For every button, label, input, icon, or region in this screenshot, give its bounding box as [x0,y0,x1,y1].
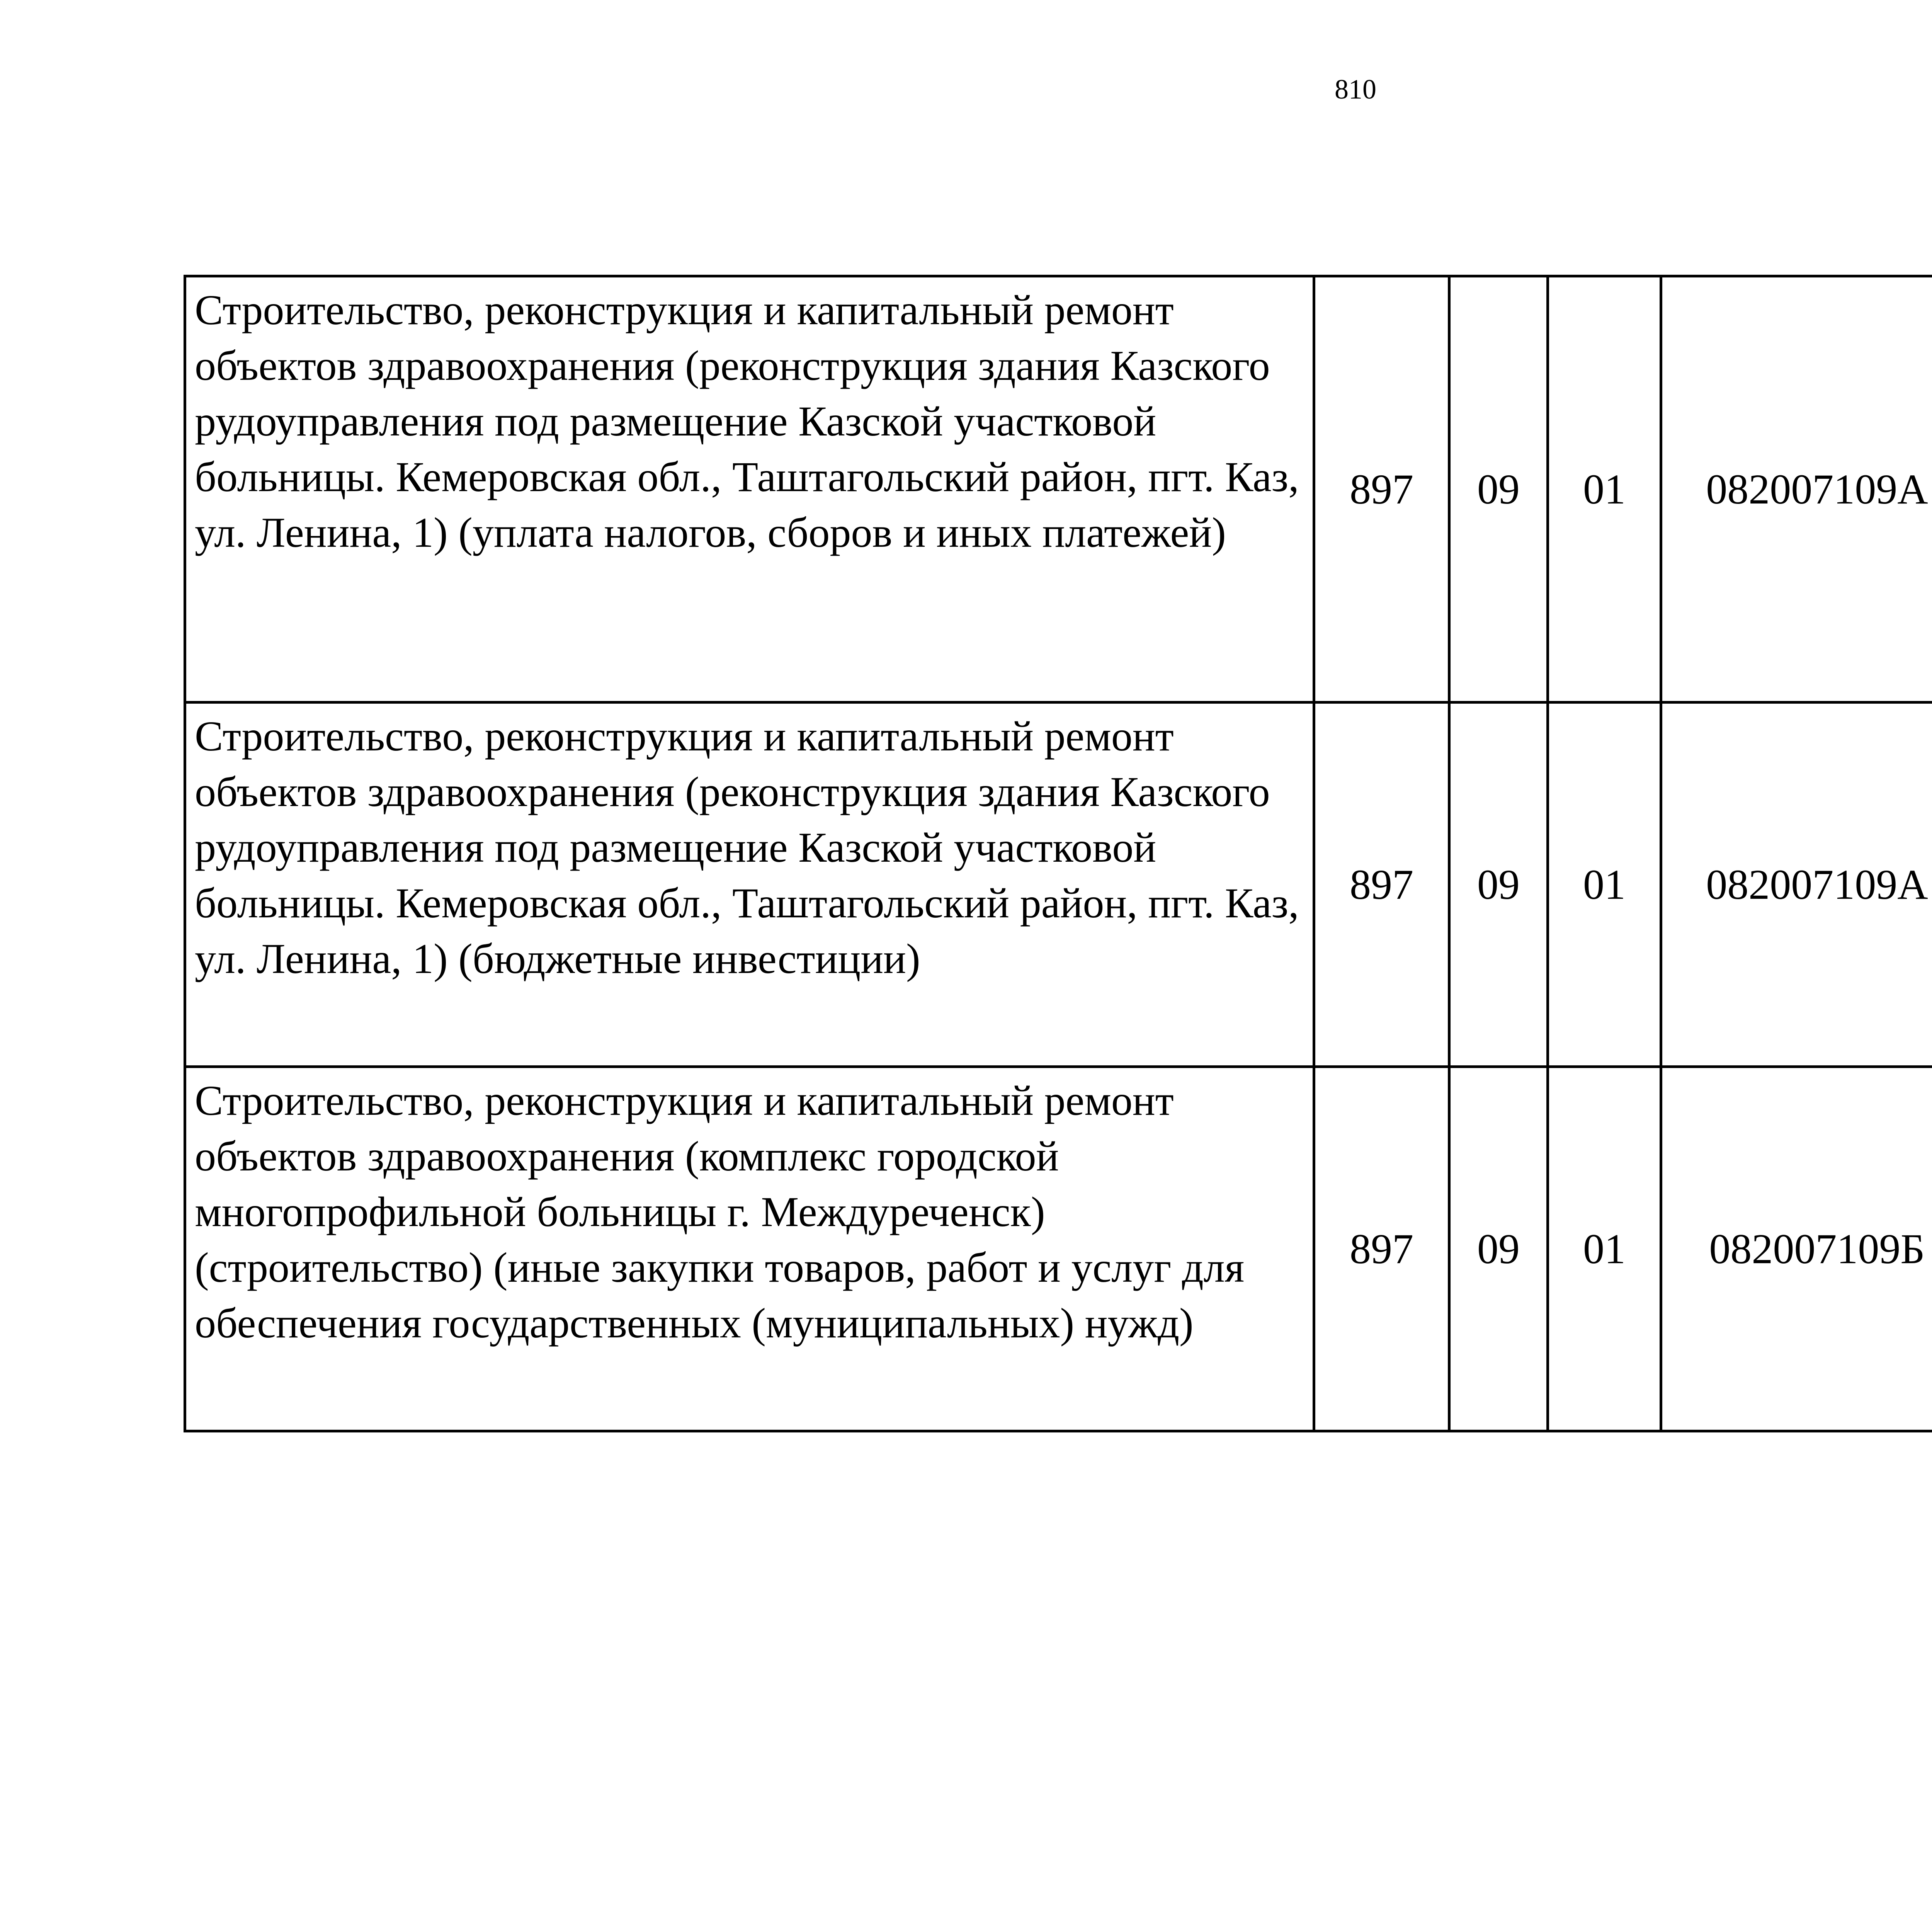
expense-description-cell: Строительство, реконструкция и капитальный ремонт объектов здравоохранения (реконструкция здания Казского рудоуправления под размещение Казской участковой больницы. Кемеровская обл., Таштагольский район, пгт. Каз, ул. Ленина, 1) (бюджетные инвестиции) [185,703,1314,1067]
expense-description-cell: Строительство, реконструкция и капитальный ремонт объектов здравоохранения (комплекс городской многопрофильной больницы г. Междуреченск) (строительство) (иные закупки товаров, работ и услуг для обеспечения государственных (муниципальных) нужд) [185,1067,1314,1431]
budget-table [184,275,1932,1432]
subsection-code-cell: 01 [1548,276,1661,703]
section-code-cell: 09 [1449,703,1548,1067]
ministry-code-cell: 897 [1314,1067,1449,1431]
page-number: 810 [1335,74,1376,105]
target-article-cell: 082007109А [1661,276,1932,703]
target-article-cell: 082007109А [1661,703,1932,1067]
target-article-cell: 082007109Б [1661,1067,1932,1431]
table-row [185,1067,1932,1431]
ministry-code-cell: 897 [1314,276,1449,703]
section-code-cell: 09 [1449,276,1548,703]
section-code-cell: 09 [1449,1067,1548,1431]
ministry-code-cell: 897 [1314,703,1449,1067]
expense-description-cell: Строительство, реконструкция и капитальный ремонт объектов здравоохранения (реконструкция здания Казского рудоуправления под размещение Казской участковой больницы. Кемеровская обл., Таштагольский район, пгт. Каз, ул. Ленина, 1) (уплата налогов, сборов и иных платежей) [185,276,1314,703]
subsection-code-cell: 01 [1548,703,1661,1067]
table-row [185,276,1932,703]
subsection-code-cell: 01 [1548,1067,1661,1431]
table-row [185,703,1932,1067]
